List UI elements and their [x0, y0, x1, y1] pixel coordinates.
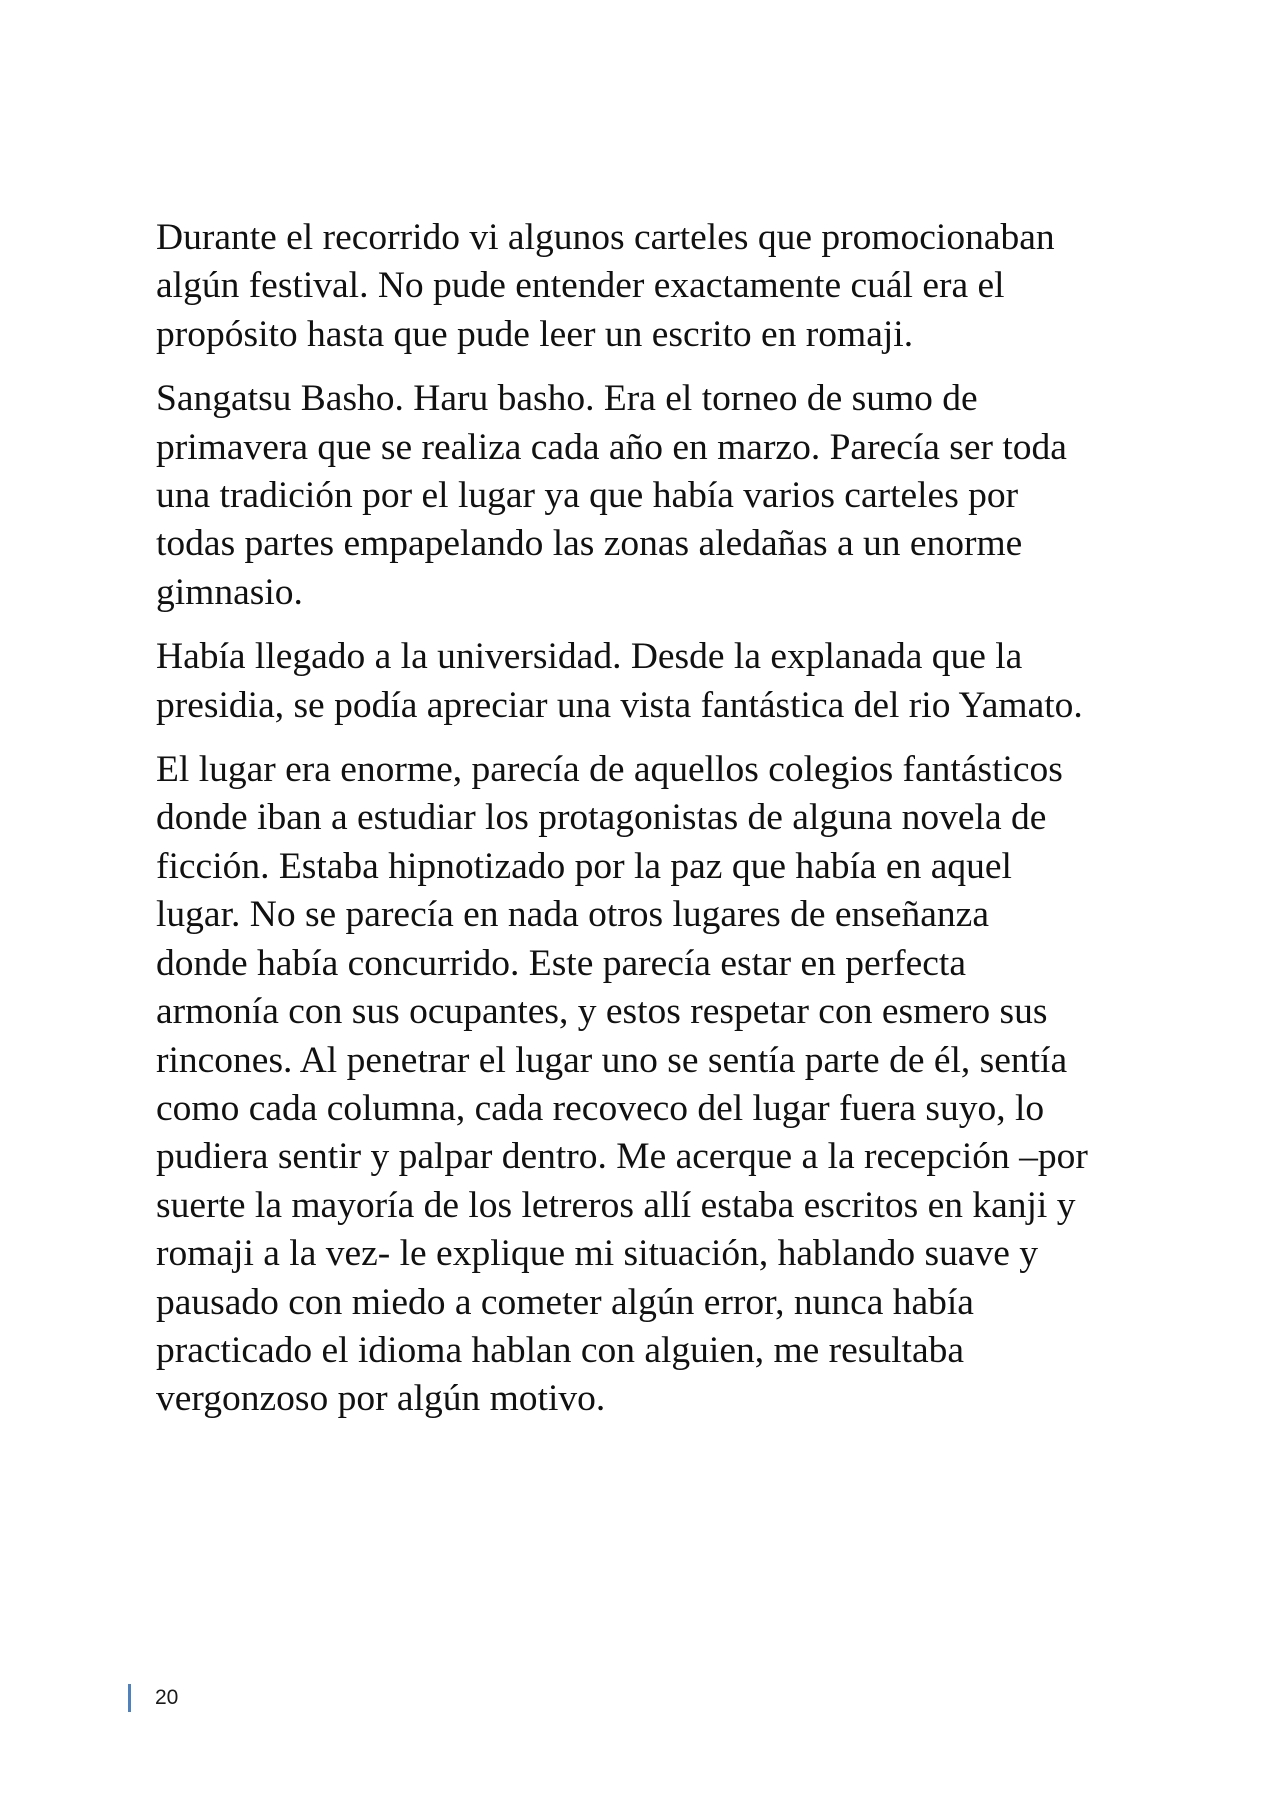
- text-line: rincones. Al penetrar el lugar uno se sentía parte de él, sentía: [156, 1039, 1068, 1081]
- text-line: Había llegado a la universidad. Desde la explanada que la: [156, 636, 1023, 678]
- body-text: [156, 214, 1156, 1440]
- text-line: romaji a la vez- le explique mi situación, hablando suave y: [156, 1233, 1039, 1275]
- text-line: como cada columna, cada recoveco del lugar fuera suyo, lo: [156, 1087, 1045, 1129]
- paragraph-4: [156, 746, 1156, 1424]
- text-line: lugar. No se parecía en nada otros lugares de enseñanza: [156, 894, 989, 936]
- text-line: todas partes empapelando las zonas aledañas a un enorme: [156, 523, 1023, 565]
- text-line: ficción. Estaba hipnotizado por la paz que había en aquel: [156, 845, 1012, 887]
- text-line: suerte la mayoría de los letreros allí estaba escritos en kanji y: [156, 1184, 1076, 1226]
- text-line: vergonzoso por algún motivo.: [156, 1378, 606, 1420]
- text-line: practicado el idioma hablan con alguien, me resultaba: [156, 1329, 965, 1371]
- text-line: propósito hasta que pude leer un escrito en romaji.: [156, 313, 914, 355]
- page-number: 20: [155, 1686, 179, 1709]
- page-number-accent-bar: [128, 1684, 131, 1712]
- text-line: presidia, se podía apreciar una vista fantástica del rio Yamato.: [156, 684, 1083, 726]
- paragraph-1: [156, 214, 1156, 359]
- text-line: una tradición por el lugar ya que había varios carteles por: [156, 475, 1019, 517]
- paragraph-3: [156, 633, 1156, 730]
- text-line: gimnasio.: [156, 571, 303, 613]
- text-line: pudiera sentir y palpar dentro. Me acerque a la recepción –por: [156, 1136, 1088, 1178]
- text-line: donde había concurrido. Este parecía estar en perfecta: [156, 942, 966, 984]
- text-line: pausado con miedo a cometer algún error, nunca había: [156, 1281, 974, 1323]
- text-line: Durante el recorrido vi algunos carteles que promocionaban: [156, 217, 1055, 258]
- text-line: El lugar era enorme, parecía de aquellos colegios fantásticos: [156, 749, 1063, 791]
- text-line: armonía con sus ocupantes, y estos respetar con esmero sus: [156, 991, 1048, 1033]
- text-line: primavera que se realiza cada año en marzo. Parecía ser toda: [156, 426, 1067, 468]
- paragraph-2: [156, 375, 1156, 617]
- text-line: algún festival. No pude entender exactamente cuál era el: [156, 265, 1005, 307]
- text-line: Sangatsu Basho. Haru basho. Era el torneo de sumo de: [156, 378, 978, 420]
- page-footer: [128, 1684, 178, 1712]
- text-line: donde iban a estudiar los protagonistas de alguna novela de: [156, 797, 1047, 839]
